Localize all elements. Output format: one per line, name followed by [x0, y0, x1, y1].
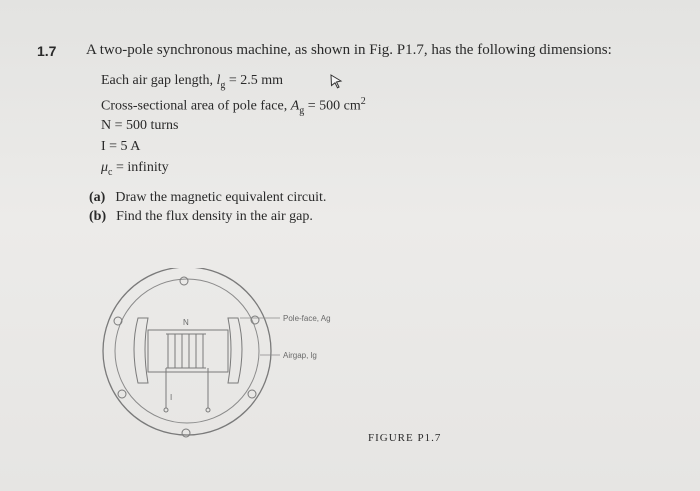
terminal: [164, 408, 168, 412]
figure-caption: FIGURE P1.7: [368, 432, 442, 444]
machine-figure: [100, 268, 460, 448]
airgap-label: Airgap, lg: [283, 351, 317, 360]
pole-face-label: Pole-face, Ag: [283, 314, 331, 323]
problem-statement: A two-pole synchronous machine, as shown in Fig. P1.7, has the following dimensions:: [86, 42, 612, 58]
given-turns: N = 500 turns: [101, 118, 179, 133]
given-permeability: $\mu_c$ = infinity: [101, 160, 169, 178]
part-a: (a) Draw the magnetic equivalent circuit.: [89, 190, 327, 205]
given-air-gap: Each air gap length, $l_g = 2.5$ mm: [101, 73, 284, 91]
left-pole-face: [134, 318, 148, 383]
rotor-body: [148, 330, 228, 372]
bolt-hole: [118, 390, 126, 398]
inner-stator-ring: [115, 279, 259, 423]
bolt-hole: [180, 277, 188, 285]
bolt-hole: [114, 317, 122, 325]
bolt-hole: [182, 429, 190, 437]
given-current: I = 5 A: [101, 139, 141, 154]
turns-label: N: [183, 318, 189, 327]
bolt-hole: [248, 390, 256, 398]
part-b: (b) Find the flux density in the air gap.: [89, 209, 313, 224]
outer-stator-ring: [103, 268, 271, 435]
given-pole-area: Cross-sectional area of pole face, $A_g = 500$ $cm^2$: [101, 96, 366, 117]
current-label: I: [170, 393, 173, 402]
terminal: [206, 408, 210, 412]
rotor-winding: [166, 334, 206, 368]
problem-number: 1.7: [37, 43, 57, 59]
cursor-arrow-icon: [328, 73, 344, 89]
right-pole-face: [228, 318, 242, 383]
